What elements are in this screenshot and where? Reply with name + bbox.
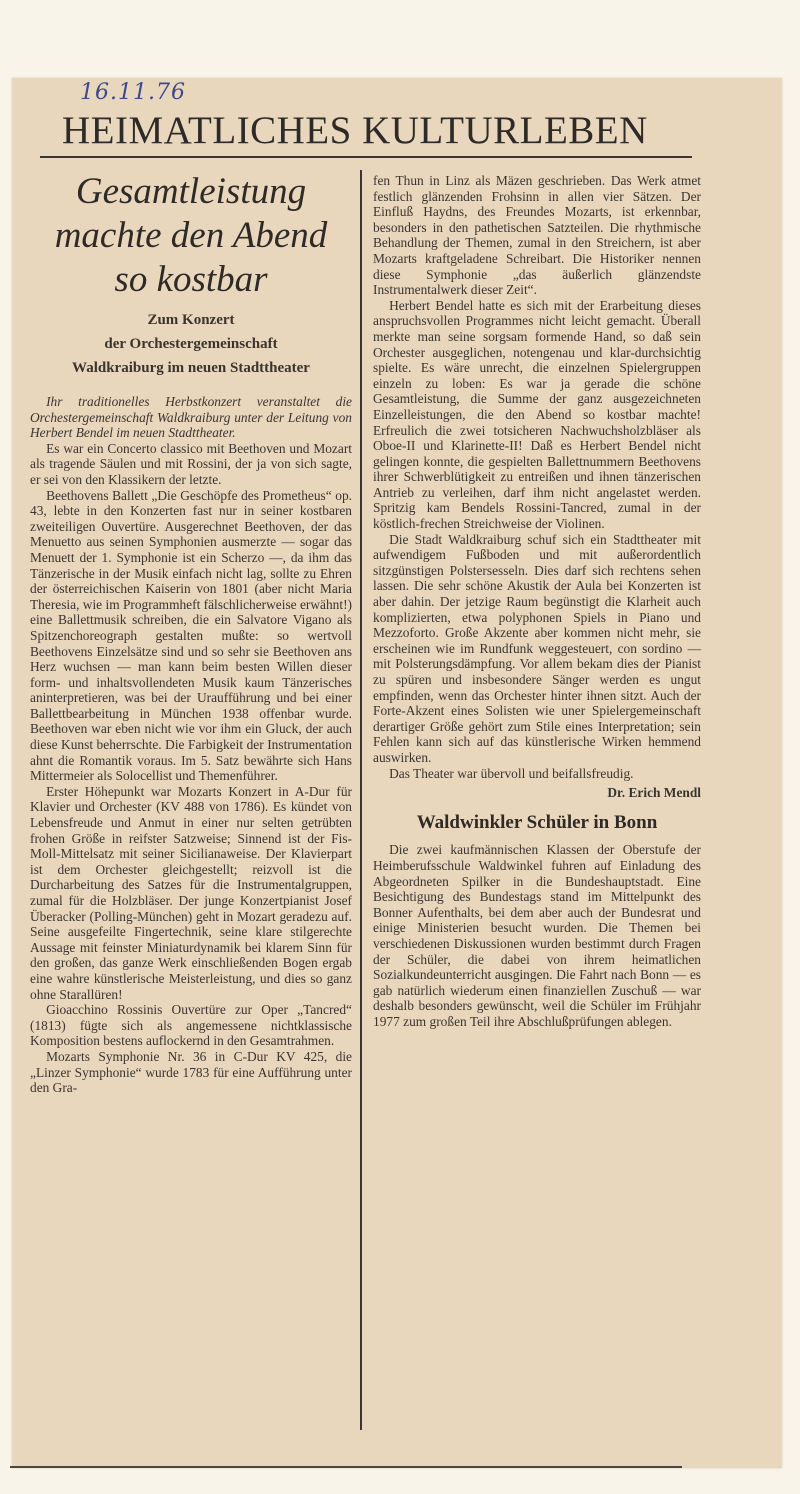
column-divider xyxy=(360,170,362,1430)
paragraph: Erster Höhepunkt war Mozarts Konzert in A-Dur für Klavier und Orchester (KV 488 von 1786). Es kündet von Lebensfreude und Anmut in einer nur selten getrübten frohen Größe in reifster Satzweise; Sinnend ist der Fis-Moll-Mittelsatz mit seiner Sicilianaweise. Der Klavierpart ist dem Orchester gleichgestellt; reizvoll ist die Durcharbeitung des Satzes für die Instrumentalgruppen, zumal für die Holzbläser. Der junge Konzertpianist Josef Überacker (Polling-München) geht in Mozart geradezu auf. Seine ausgefeilte Fingertechnik, seine klare stilgerechte Aussage mit feinster Miniaturdynamik bei klarem Sinn für den großen, das ganze Werk einschließenden Bogen ergab eine wahre künstlerische Meisterleistung, und dies so ganz ohne Starallüren! xyxy=(30,783,352,1002)
paragraph: Es war ein Concerto classico mit Beethoven und Mozart als tragende Säulen und mit Rossini, der ja von sich sagte, er sei von den Klassikern der letzte. xyxy=(30,440,352,487)
article-subheadline xyxy=(30,308,352,380)
article-headline xyxy=(30,170,352,302)
paragraph: Die zwei kaufmännischen Klassen der Oberstufe der Heimberufsschule Waldwinkel fuhren auf Einladung des Abgeordneten Spilker in die Bundeshauptstadt. Eine Besichtigung des Bundestags stand im Mittelpunkt des Bonner Aufenthalts, bei dem aber auch der Bundesrat und einige Ministerien besucht wurden. Die Themen bei verschiedenen Diskussionen wurden bestimmt durch Fragen der Schüler, die dabei von ihrem heimatlichen Sozialkundeunterricht ausgingen. Die Fahrt nach Bonn — es gab natürlich wiederum einen finanziellen Zuschuß — war deshalb besonders gewünscht, weil die Schüler im Frühjahr 1977 zum großen Teil ihre Abschlußprüfungen ablegen. xyxy=(373,842,701,1029)
section-masthead: HEIMATLICHES KULTURLEBEN xyxy=(62,109,648,152)
bottom-rule xyxy=(10,1466,682,1468)
subhead-line: Waldkraiburg im neuen Stadttheater xyxy=(72,360,310,376)
left-column xyxy=(30,170,352,1096)
headline-line: Gesamtleistung xyxy=(75,171,307,212)
masthead-rule xyxy=(40,156,692,158)
paragraph: Das Theater war übervoll und beifallsfreudig. xyxy=(389,765,634,781)
second-article-title: Waldwinkler Schüler in Bonn xyxy=(416,811,658,833)
paragraph: fen Thun in Linz als Mäzen geschrieben. Das Werk atmet festlich glänzenden Frohsinn in allen vier Sätzen. Der Einfluß Haydns, des Freundes Mozarts, ist erkennbar, besonders in den pathetischen Satzteilen. Die rhythmische Behandlung der Themen, zumal in den Streichern, ist aber Mozarts kraftgeladene Schreibart. Die Historiker nennen diese Symphonie „das äußerlich glänzendste Instrumentalwerk dieser Zeit“. xyxy=(373,173,701,298)
paragraph: Beethovens Ballett „Die Geschöpfe des Prometheus“ op. 43, lebte in den Konzerten fast nur in seiner kostbaren zweiteiligen Ouvertüre. Ausgerechnet Beethoven, der das Menuetto aus seinen Symphonien ausmerzte — sogar das Menuett der 1. Symphonie ist ein Scherzo —, da ihm das Tänzerische in der Musik einfach nicht lag, sollte zu Ehren der österreichischen Kaiserin von 1801 (aber nicht Maria Theresia, wie im Programmheft fälschlicherweise erwähnt!) eine Ballettmusik schreiben, die ein Salvatore Vigano als Spitzenchoreograph gestalten mußte: so wertvoll Beethovens Einzelsätze sind und so sehr sie Beethoven ans Herz wuchsen — man kann beim besten Willen dieser form- und inhaltsvollendeten Musik kaum Tänzerisches aninterpretieren, was bei der Uraufführung und bei einer Ballettbearbeitung in München 1938 offenbar wurde. Beethoven war eben nicht wie vor ihm ein Gluck, der auch diese Kunst beherrschte. Die Farbigkeit der Instrumentation ahnt die Romantik voraus. Im 5. Satz bewährte sich Hans Mittermeier als Solocellist und Themenführer. xyxy=(30,487,352,784)
handwritten-date: 16.11.76 xyxy=(80,80,186,105)
paragraph: Die Stadt Waldkraiburg schuf sich ein Stadttheater mit aufwendigem Fußboden und mit außerordentlich sitzgünstigen Polstersesseln. Dies darf sich rechtens sehen lassen. Die sehr schöne Akustik der Aula bei Konzerten ist aber dahin. Der jetzige Raum begünstigt die Klarheit auch komplizierten, etwa polyphonen Spiels in Piano und Mezzoforto. Große Akzente aber kommen nicht mehr, sie erscheinen wie im Rundfunk weggesteuert, con sordino — mit Polsterungsdämpfung. Vor allem bekam dies der Pianist zu spüren und insbesondere Sänger werden es ungut empfinden, wenn das Orchester hinter ihnen sitzt. Auch der Forte-Akzent eines Solisten wie uner Spielergemeinschaft derartiger Größe gehört zum Stile eines Interpretation; sein Fehlen kann sich auf das künstlerische Wirken hemmend auswirken. xyxy=(373,531,701,765)
headline-line: machte den Abend xyxy=(54,215,328,256)
article-lead: Ihr traditionelles Herbstkonzert veranstaltet die Orchestergemeinschaft Waldkraiburg unter der Leitung von Herbert Bendel im neuen Stadttheater. xyxy=(30,394,352,441)
paragraph: Gioacchino Rossinis Ouvertüre zur Oper „Tancred“ (1813) fügte sich als angemessene nichtklassische Komposition bestens auflockernd in den Gesamtrahmen. xyxy=(30,1002,352,1049)
subhead-line: der Orchestergemeinschaft xyxy=(104,336,278,352)
author-byline: Dr. Erich Mendl xyxy=(607,785,701,801)
headline-line: so kostbar xyxy=(114,259,268,300)
paragraph: Herbert Bendel hatte es sich mit der Erarbeitung dieses anspruchsvollen Programmes nicht leicht gemacht. Überall merkte man seine sorgsam formende Hand, so daß sein Orchester ausgeglichen, notengenau und klar-durchsichtig spielte. Es wäre unrecht, die einzelnen Spielergruppen einzeln zu loben: Es war ja gerade die schöne Gesamtleistung, die Summe der ganz ausgezeichneten Einzelleistungen, die den Abend so kostbar machte! Erfreulich die zwei totsicheren Nachwuchsholzbläser als Oboe-II und Klarinette-II! Daß es Herbert Bendel nicht gelingen konnte, die gespielten Ballettnummern Beethovens ihrer Schwerblütigkeit zu entreißen und ihnen tänzerischen Antrieb zu verleihen, darf ihm nicht angelastet werden. Spritzig kam Bendels Rossini-Tancred, zumal in der köstlich-frechen Streichweise der Violinen. xyxy=(373,297,701,532)
right-column xyxy=(373,173,701,1029)
subhead-line: Zum Konzert xyxy=(147,312,235,328)
paragraph: Mozarts Symphonie Nr. 36 in C-Dur KV 425, die „Linzer Symphonie“ wurde 1783 für eine Aufführung unter den Gra- xyxy=(30,1048,352,1096)
